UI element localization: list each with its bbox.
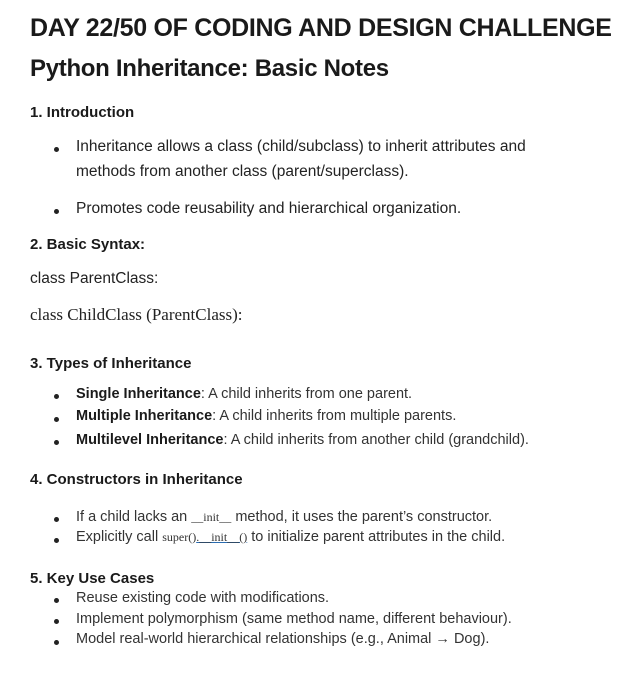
types-item-2-term: Multiple Inheritance (76, 408, 213, 424)
constructors-b1-pre: If a child lacks an (76, 509, 188, 525)
constructors-b1-code: __init__ (191, 510, 232, 524)
bullet-dot (54, 619, 59, 624)
bullet-dot (54, 440, 59, 445)
syntax-line-1: class ParentClass: (30, 270, 159, 287)
bullet-dot (54, 538, 59, 543)
types-item-1-term: Single Inheritance (76, 386, 201, 402)
section-usecases-heading: 5. Key Use Cases (30, 570, 155, 587)
types-item-3-desc: : A child inherits from another child (grandchild). (223, 432, 529, 448)
types-item-3-term: Multilevel Inheritance (76, 432, 224, 448)
section-types-heading: 3. Types of Inheritance (30, 355, 192, 372)
bullet-dot (54, 517, 59, 522)
usecases-item-2: Implement polymorphism (same method name, different behaviour). (76, 611, 512, 627)
page-subtitle: Python Inheritance: Basic Notes (30, 55, 389, 82)
page-title: DAY 22/50 OF CODING AND DESIGN CHALLENGE (30, 14, 612, 42)
types-item-2-desc: : A child inherits from multiple parents. (212, 408, 457, 424)
constructors-b2-pre: Explicitly call (76, 529, 159, 545)
bullet-dot (54, 598, 59, 603)
usecases-item-3: Model real-world hierarchical relationships (e.g., Animal → Dog). (76, 631, 490, 647)
section-intro-heading: 1. Introduction (30, 104, 135, 121)
types-item-2 (76, 408, 456, 424)
types-item-3 (76, 432, 529, 448)
types-item-1 (76, 386, 412, 402)
constructors-bullet-1 (76, 509, 492, 525)
constructors-b2-code-2: .__init__() (196, 530, 248, 544)
intro-bullet-2: Promotes code reusability and hierarchical organization. (76, 200, 462, 217)
section-constructors-heading: 4. Constructors in Inheritance (30, 471, 243, 488)
bullet-dot (54, 394, 59, 399)
bullet-dot (54, 640, 59, 645)
syntax-line-2: class ChildClass (ParentClass): (30, 305, 243, 324)
constructors-b2-post: to initialize parent attributes in the child. (251, 529, 506, 545)
bullet-dot (54, 209, 59, 214)
constructors-b2-code-1: super() (162, 530, 197, 544)
constructors-b1-post: method, it uses the parent’s constructor. (235, 509, 493, 525)
types-item-1-desc: : A child inherits from one parent. (200, 386, 413, 402)
bullet-dot (54, 417, 59, 422)
bullet-dot (54, 147, 59, 152)
constructors-bullet-2 (76, 529, 505, 545)
section-syntax-heading: 2. Basic Syntax: (30, 236, 146, 253)
usecases-item-1: Reuse existing code with modifications. (76, 590, 330, 606)
intro-bullet-1-line-1: Inheritance allows a class (child/subclass) to inherit attributes and (76, 138, 526, 155)
intro-bullet-1-line-2: methods from another class (parent/superclass). (76, 163, 409, 180)
